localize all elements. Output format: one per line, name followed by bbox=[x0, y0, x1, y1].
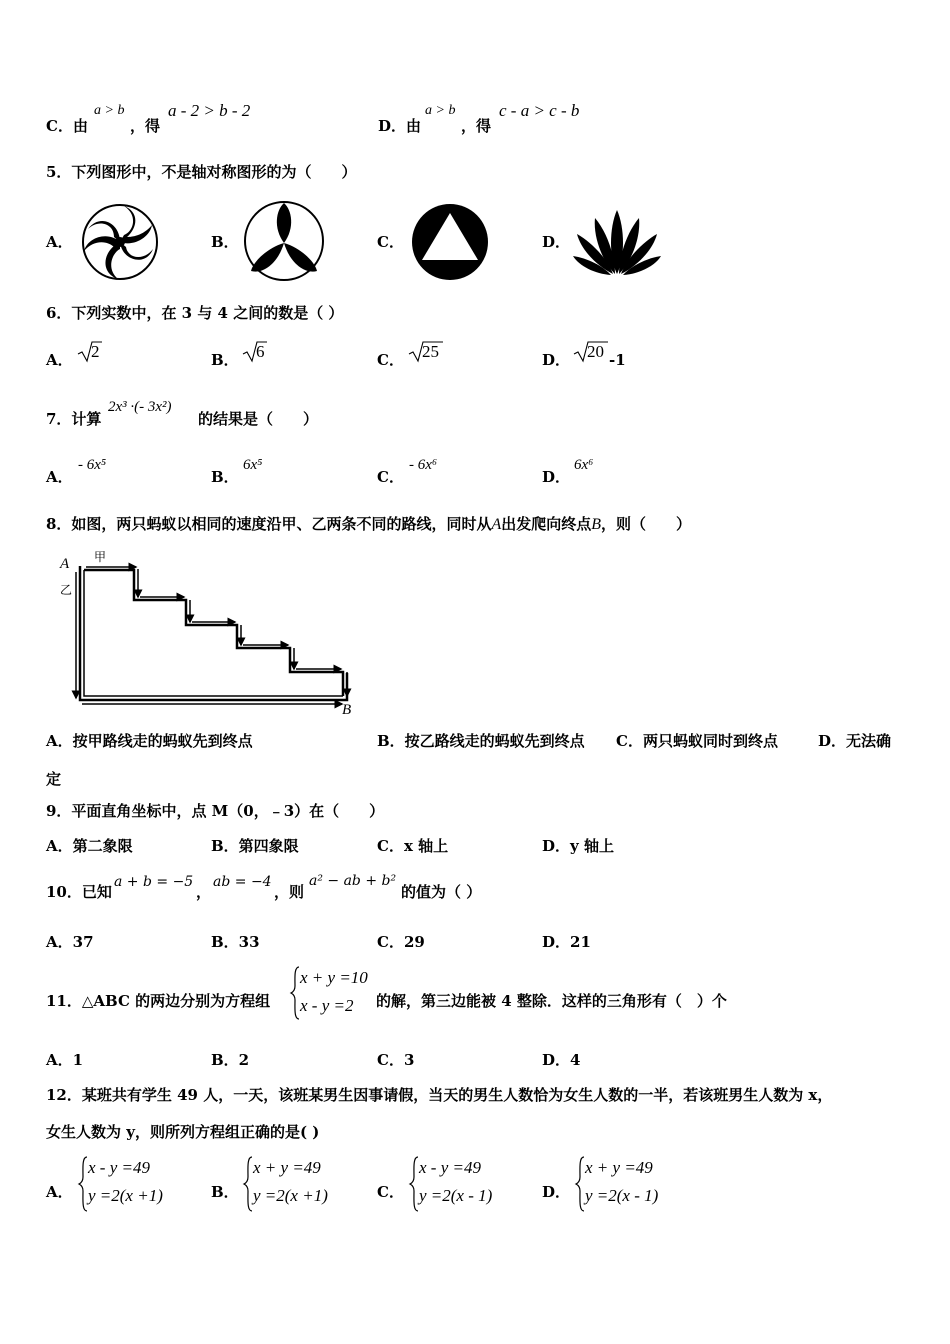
q10-expression: a² − ab + b² bbox=[309, 873, 397, 889]
figure-label-b: B bbox=[342, 702, 352, 718]
q6-option-d-radicand: 20 bbox=[587, 342, 604, 361]
q4-c-sep: ，得 bbox=[130, 117, 161, 135]
q10-stem-prefix: 10．已知 bbox=[46, 883, 112, 901]
system-brace bbox=[243, 1156, 253, 1212]
q5-option-d-label: D． bbox=[542, 233, 571, 251]
staircase-route-figure bbox=[54, 548, 364, 718]
q12-option-c-eq1: x - y =49 bbox=[419, 1158, 481, 1177]
system-brace bbox=[78, 1156, 88, 1212]
q12-option-d-eq1: x + y =49 bbox=[585, 1158, 653, 1177]
q10-option-c: C．29 bbox=[377, 933, 425, 951]
q4-d-condition: a > b bbox=[425, 103, 456, 118]
q7-option-d-label: D． bbox=[542, 468, 571, 486]
q10-option-a: A．37 bbox=[46, 933, 94, 951]
q8-option-d-wrap: 定 bbox=[46, 770, 62, 788]
q4-d-sep: ，得 bbox=[461, 117, 492, 135]
q6-option-b-radicand: 6 bbox=[256, 342, 265, 361]
q10-stem-suffix: 的值为（ ） bbox=[401, 883, 482, 901]
q10-condition-1: a + b = −5 bbox=[114, 874, 194, 890]
q9-option-d: D．y 轴上 bbox=[542, 837, 614, 855]
q12-option-b-eq2: y =2(x +1) bbox=[253, 1186, 328, 1205]
q11-stem-prefix: 11．△ABC 的两边分别为方程组 bbox=[46, 992, 271, 1010]
q5-option-b-label: B． bbox=[211, 233, 239, 251]
q5-stem: 5．下列图形中，不是轴对称图形的为（ ） bbox=[46, 163, 357, 181]
three-petal-figure bbox=[243, 200, 325, 282]
q4-option-c: C．由 bbox=[46, 117, 88, 135]
q4-option-d: D．由 bbox=[378, 117, 422, 135]
q10-stem-mid: ，则 bbox=[274, 883, 305, 901]
q12-option-d-label: D． bbox=[542, 1183, 571, 1201]
q12-option-b-eq1: x + y =49 bbox=[253, 1158, 321, 1177]
q11-equation-1: x + y =10 bbox=[300, 968, 368, 987]
system-brace bbox=[409, 1156, 419, 1212]
q10-condition-2: ab = −4 bbox=[213, 874, 272, 890]
q6-option-d-suffix: -1 bbox=[609, 351, 626, 369]
q11-option-a: A．1 bbox=[46, 1051, 84, 1069]
q10-comma: ， bbox=[196, 883, 212, 901]
tomoe-figure bbox=[80, 203, 160, 281]
q6-option-a-label: A． bbox=[46, 351, 73, 369]
q7-expression: 2x³ ·(- 3x²) bbox=[108, 399, 172, 415]
system-brace bbox=[575, 1156, 585, 1212]
q6-option-c-label: C． bbox=[377, 351, 404, 369]
q12-option-a-eq2: y =2(x +1) bbox=[88, 1186, 163, 1205]
q8-option-d: D．无法确 bbox=[818, 732, 892, 750]
q10-option-b: B．33 bbox=[211, 933, 260, 951]
q5-option-c-label: C． bbox=[377, 233, 404, 251]
q12-option-a-label: A． bbox=[46, 1183, 73, 1201]
q12-option-b-label: B． bbox=[211, 1183, 239, 1201]
q6-option-c-radicand: 25 bbox=[422, 342, 439, 361]
q7-option-a-label: A． bbox=[46, 468, 73, 486]
q8-option-a: A．按甲路线走的蚂蚁先到终点 bbox=[46, 732, 253, 750]
q6-option-d-label: D． bbox=[542, 351, 571, 369]
figure-label-a: A bbox=[60, 556, 70, 572]
system-brace bbox=[290, 966, 300, 1020]
q8-option-b: B．按乙路线走的蚂蚁先到终点 bbox=[377, 732, 585, 750]
q11-option-d: D．4 bbox=[542, 1051, 581, 1069]
q7-option-a-answer: - 6x⁵ bbox=[78, 457, 107, 473]
q9-option-b: B．第四象限 bbox=[211, 837, 299, 855]
q12-stem-line2: 女生人数为 y，则所列方程组正确的是( ) bbox=[46, 1123, 320, 1141]
q11-option-c: C．3 bbox=[377, 1051, 415, 1069]
q12-option-d-eq2: y =2(x - 1) bbox=[585, 1186, 659, 1205]
triangle-in-circle-figure bbox=[411, 203, 489, 281]
q6-stem: 6．下列实数中，在 3 与 4 之间的数是（ ） bbox=[46, 304, 344, 322]
petal-fan-figure bbox=[573, 210, 661, 276]
q7-option-c-label: C． bbox=[377, 468, 404, 486]
q7-stem-prefix: 7．计算 bbox=[46, 410, 102, 428]
q11-stem-suffix: 的解，第三边能被 4 整除．这样的三角形有（ ）个 bbox=[376, 992, 727, 1010]
figure-label-yi: 乙 bbox=[60, 583, 73, 597]
q12-option-c-eq2: y =2(x - 1) bbox=[419, 1186, 493, 1205]
q6-option-a-radicand: 2 bbox=[91, 342, 100, 361]
q12-stem-line1: 12．某班共有学生 49 人，一天，该班某男生因事请假，当天的男生人数恰为女生人数的一半，若该班男生人数为 x， bbox=[46, 1086, 833, 1104]
q7-option-b-label: B． bbox=[211, 468, 239, 486]
q4-d-result: c - a > c - b bbox=[499, 101, 580, 120]
q12-option-a-eq1: x - y =49 bbox=[88, 1158, 150, 1177]
q12-option-c-label: C． bbox=[377, 1183, 404, 1201]
q9-stem: 9．平面直角坐标中，点 M（0，﹣3）在（ ） bbox=[46, 802, 385, 820]
figure-label-jia: 甲 bbox=[94, 550, 107, 564]
q5-option-a-label: A． bbox=[46, 233, 73, 251]
q7-option-c-answer: - 6x⁶ bbox=[409, 457, 438, 473]
q8-option-c: C．两只蚂蚁同时到终点 bbox=[616, 732, 778, 750]
q11-option-b: B．2 bbox=[211, 1051, 250, 1069]
q6-option-b-label: B． bbox=[211, 351, 239, 369]
q7-option-b-answer: 6x⁵ bbox=[243, 457, 263, 473]
q4-c-condition: a > b bbox=[94, 103, 125, 118]
q11-equation-2: x - y =2 bbox=[300, 996, 354, 1015]
q7-stem-suffix: 的结果是（ ） bbox=[198, 410, 319, 428]
q9-option-c: C．x 轴上 bbox=[377, 837, 449, 855]
q10-option-d: D．21 bbox=[542, 933, 591, 951]
q4-c-result: a - 2 > b - 2 bbox=[168, 101, 251, 120]
q7-option-d-answer: 6x⁶ bbox=[574, 457, 594, 473]
q8-stem: 8．如图，两只蚂蚁以相同的速度沿甲、乙两条不同的路线，同时从A出发爬向终点B，则（ ） bbox=[46, 515, 692, 533]
q9-option-a: A．第二象限 bbox=[46, 837, 133, 855]
